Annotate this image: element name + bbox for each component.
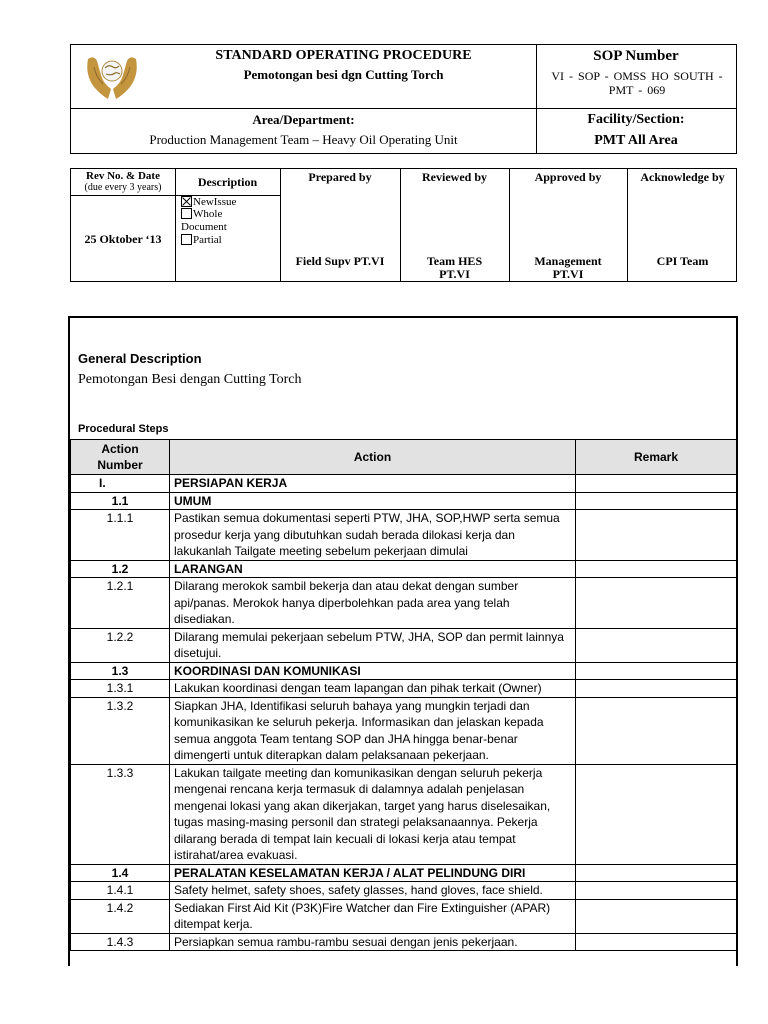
table-row — [71, 697, 737, 764]
step-action: UMUM — [170, 492, 576, 510]
step-remark — [576, 680, 737, 698]
step-number: 1.3 — [71, 662, 170, 680]
document-title: STANDARD OPERATING PROCEDURE — [215, 48, 472, 63]
table-row — [71, 864, 737, 882]
rev-no-sublabel: (due every 3 years) — [84, 182, 162, 193]
checked-checkbox-icon[interactable] — [181, 196, 192, 207]
desc-option-partial[interactable] — [181, 234, 222, 247]
step-action: Lakukan tailgate meeting dan komunikasikan dengan seluruh pekerja mengenai rencana kerja termasuk di dalamnya adalah penjelasan mengenai lokasi yang akan dikerjakan, target yang harus diselesaikan, tugas masing-masing personil dan strategi pelaksanaannya. Pekerja dilarang berada di tempat lain kecuali di lokasi kerja atau tempat istirahat/area evakuasi. — [170, 764, 576, 864]
header-divider-horizontal — [71, 108, 736, 109]
step-number: 1.3.1 — [71, 680, 170, 698]
sop-number-line-2: PMT - 069 — [608, 83, 666, 97]
desc-option-label: Partial — [193, 234, 222, 246]
steps-body — [71, 475, 737, 951]
desc-option-whole-document[interactable] — [181, 208, 227, 234]
step-remark — [576, 560, 737, 578]
step-action: Lakukan koordinasi dengan team lapangan dan pihak terkait (Owner) — [170, 680, 576, 698]
step-remark — [576, 933, 737, 951]
general-description-value: Pemotongan Besi dengan Cutting Torch — [78, 372, 302, 387]
procedural-steps-label: Procedural Steps — [78, 423, 169, 435]
step-remark — [576, 492, 737, 510]
column-header-text: Action — [101, 441, 139, 456]
rev-no-label: Rev No. & Date — [86, 170, 160, 182]
area-value: Production Management Team – Heavy Oil Operating Unit — [149, 132, 458, 147]
facility-value: PMT All Area — [594, 133, 678, 148]
table-row — [71, 882, 737, 900]
reviewed-value — [400, 255, 509, 281]
hands-globe-logo — [85, 51, 139, 101]
table-row — [71, 933, 737, 951]
desc-option-label-cont: Document — [181, 221, 227, 233]
step-action: Persiapkan semua rambu-rambu sesuai dengan jenis pekerjaan. — [170, 933, 576, 951]
reviewed-header: Reviewed by — [422, 170, 487, 184]
step-remark — [576, 864, 737, 882]
checkbox-icon[interactable] — [181, 234, 192, 245]
step-action: PERSIAPAN KERJA — [170, 475, 576, 493]
reviewed-value-line-2: PT.VI — [439, 267, 470, 281]
facility-label: Facility/Section: — [587, 112, 685, 127]
column-header-action-number — [71, 440, 170, 475]
step-action: Siapkan JHA, Identifikasi seluruh bahaya yang mungkin terjadi dan komunikasikan ke seluruh pekerja. Informasikan dan jelaskan kepada semua anggota Team tentang SOP dan JHA hingga benar-benar dimengerti untuk diterapkan dalam pelaksanaan pekerjaan. — [170, 697, 576, 764]
step-number: 1.4 — [71, 864, 170, 882]
step-remark — [576, 697, 737, 764]
approved-value-line-2: PT.VI — [552, 267, 584, 281]
acknowledge-value: CPI Team — [656, 254, 709, 268]
step-action: Sediakan First Aid Kit (P3K)Fire Watcher dan Fire Extinguisher (APAR) ditempat kerja. — [170, 899, 576, 933]
column-header-text: Number — [97, 458, 143, 472]
step-action: Pastikan semua dokumentasi seperti PTW, JHA, SOP,HWP serta semua prosedur kerja yang dibutuhkan sudah berada dilokasi kerja dan lakukanlah Tailgate meeting sebelum pekerjaan dimulai — [170, 510, 576, 561]
step-remark — [576, 899, 737, 933]
step-action: Safety helmet, safety shoes, safety glasses, hand gloves, face shield. — [170, 882, 576, 900]
table-row — [71, 510, 737, 561]
step-remark — [576, 764, 737, 864]
table-row — [71, 899, 737, 933]
step-remark — [576, 578, 737, 629]
step-number: 1.4.3 — [71, 933, 170, 951]
table-row — [71, 662, 737, 680]
column-header-action: Action — [170, 440, 576, 475]
table-row — [71, 475, 737, 493]
desc-option-label: Whole — [193, 208, 223, 220]
sop-number-line-1: VI - SOP - OMSS HO SOUTH - — [551, 69, 723, 83]
step-action: Dilarang merokok sambil bekerja dan atau dekat dengan sumber api/panas. Merokok hanya diperbolehkan pada area yang telah disediakan. — [170, 578, 576, 629]
table-row — [71, 764, 737, 864]
desc-option-label: NewIssue — [193, 196, 237, 208]
step-action: Dilarang memulai pekerjaan sebelum PTW, JHA, SOP dan permit lainnya disetujui. — [170, 628, 576, 662]
table-row — [71, 560, 737, 578]
table-row — [71, 680, 737, 698]
table-row — [71, 628, 737, 662]
rev-no-header — [71, 170, 175, 194]
checkbox-icon[interactable] — [181, 208, 192, 219]
rev-header-divider — [71, 195, 280, 196]
acknowledge-header: Acknowledge by — [640, 170, 725, 184]
approved-value — [509, 255, 627, 281]
prepared-header: Prepared by — [308, 170, 372, 184]
rev-date: 25 Oktober ‘13 — [84, 232, 162, 246]
step-number: 1.2.2 — [71, 628, 170, 662]
step-number: 1.1.1 — [71, 510, 170, 561]
reviewed-value-line-1: Team HES — [426, 254, 483, 268]
step-remark — [576, 882, 737, 900]
document-subtitle: Pemotongan besi dgn Cutting Torch — [243, 67, 444, 82]
table-row — [71, 492, 737, 510]
step-action: KOORDINASI DAN KOMUNIKASI — [170, 662, 576, 680]
table-header-row — [71, 440, 737, 475]
step-remark — [576, 628, 737, 662]
step-number: 1.3.2 — [71, 697, 170, 764]
step-remark — [576, 510, 737, 561]
step-number: 1.2 — [71, 560, 170, 578]
step-action: PERALATAN KESELAMATAN KERJA / ALAT PELINDUNG DIRI — [170, 864, 576, 882]
general-description-label: General Description — [78, 351, 202, 366]
step-action: LARANGAN — [170, 560, 576, 578]
revision-table — [70, 168, 737, 282]
approved-value-line-1: Management — [534, 254, 602, 268]
step-remark — [576, 475, 737, 493]
column-header-remark: Remark — [576, 440, 737, 475]
approved-header: Approved by — [534, 170, 602, 184]
prepared-value: Field Supv PT.VI — [295, 254, 385, 268]
step-number: 1.3.3 — [71, 764, 170, 864]
procedural-steps-table — [70, 439, 737, 951]
step-number: I. — [71, 475, 170, 493]
procedure-body — [68, 316, 738, 966]
sop-header — [70, 44, 737, 154]
step-number: 1.4.1 — [71, 882, 170, 900]
step-number: 1.4.2 — [71, 899, 170, 933]
sop-number-value — [546, 69, 728, 97]
table-row — [71, 578, 737, 629]
step-number: 1.1 — [71, 492, 170, 510]
area-label: Area/Department: — [252, 112, 355, 127]
step-number: 1.2.1 — [71, 578, 170, 629]
step-remark — [576, 662, 737, 680]
description-header: Description — [197, 175, 258, 189]
sop-number-label: SOP Number — [593, 48, 679, 64]
